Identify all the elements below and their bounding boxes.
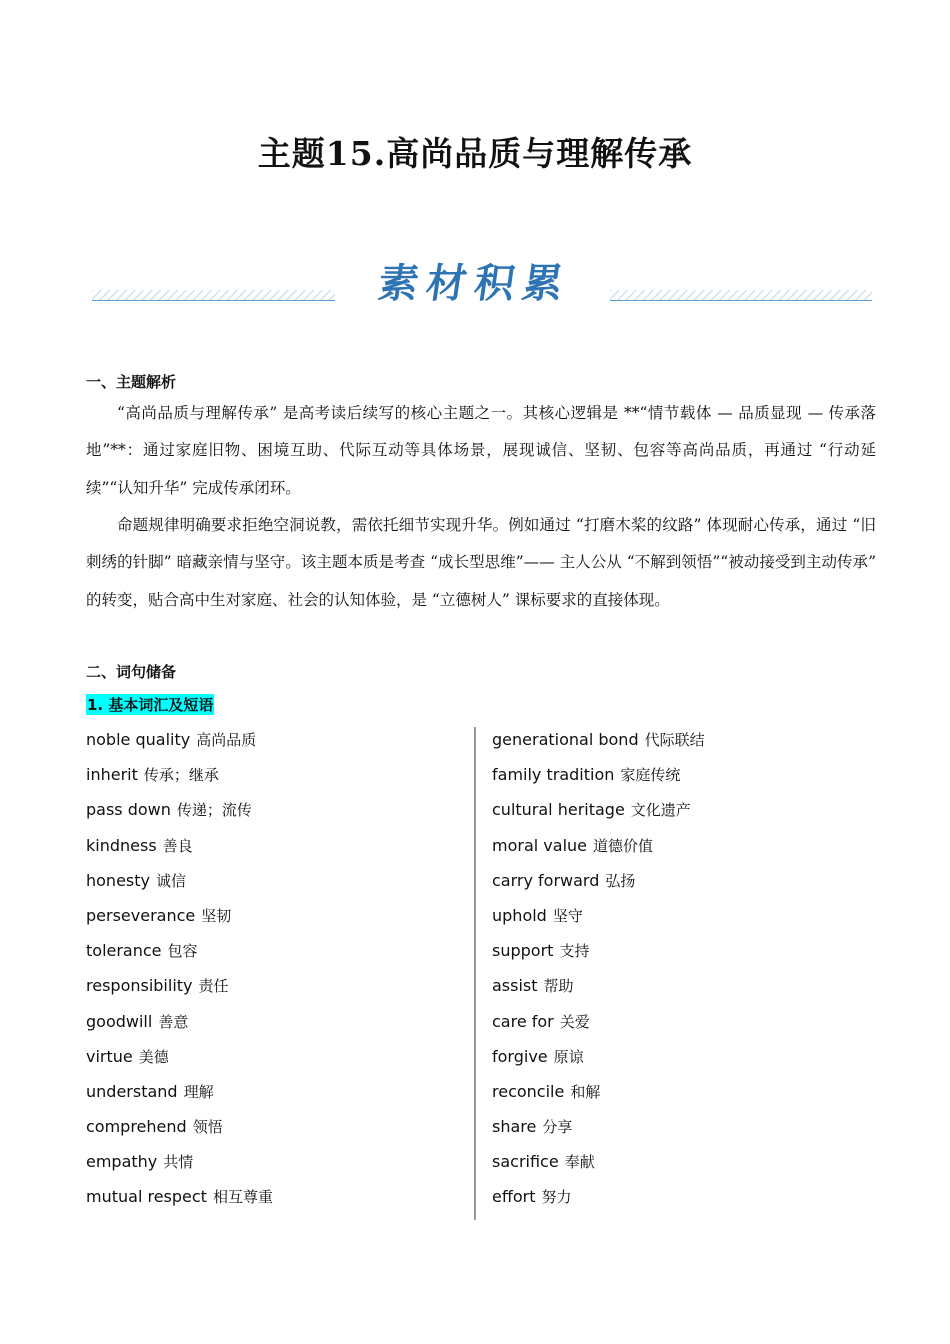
section-heading-vocab: 二、词句储备 (86, 663, 177, 681)
banner-title: 素材积累 (375, 260, 574, 307)
vocab-zh: 高尚品质 (196, 731, 257, 749)
analysis-paragraph-2: 命题规律明确要求拒绝空洞说教，需依托细节实现升华。例如通过 “打磨木桨的纹路” 体现耐心传承，通过 “旧刺绣的针脚” 暗藏亲情与坚守。该主题本质是考查 “成长型思维”—— 主人公从 “不解到领悟”“被动接受到主动传承” 的转变，贴合高中生对家庭、社会的认知体验，是 “立德树人” 课标要求的直接体现。 (86, 516, 876, 609)
vocab-zh: 分享 (542, 1118, 573, 1137)
vocab-en: empathy (86, 1152, 158, 1172)
vocab-en: noble quality (86, 730, 191, 749)
vocab-item (86, 868, 466, 903)
vocab-en: family tradition (492, 765, 615, 785)
vocab-zh: 文化遗产 (630, 801, 691, 820)
vocab-zh: 帮助 (543, 977, 574, 996)
vocab-zh: 传递；流传 (176, 801, 252, 820)
vocab-item (86, 1044, 466, 1079)
vocab-item (86, 903, 466, 938)
vocab-zh: 奉献 (564, 1153, 595, 1172)
vocab-item (492, 1044, 872, 1079)
vocab-item (492, 797, 872, 832)
vocab-item (492, 1149, 872, 1184)
vocab-en: effort (492, 1187, 536, 1207)
vocab-item (86, 1009, 466, 1044)
vocab-zh: 善良 (162, 836, 193, 855)
vocab-en: responsibility (86, 976, 193, 996)
vocab-item (492, 727, 872, 762)
vocab-zh: 理解 (183, 1082, 214, 1101)
vocab-item (86, 797, 466, 832)
vocab-zh: 支持 (559, 942, 590, 961)
vocab-zh: 包容 (167, 942, 198, 961)
vocab-item (492, 762, 872, 797)
vocab-zh: 关爱 (559, 1012, 590, 1031)
vocab-zh: 美德 (138, 1047, 169, 1066)
vocab-en: tolerance (86, 941, 162, 961)
vocab-item (492, 1009, 872, 1044)
vocab-item (492, 973, 872, 1008)
vocab-en: pass down (86, 800, 171, 820)
banner-rule-right (610, 290, 872, 301)
vocab-item (86, 973, 466, 1008)
vocab-item (86, 762, 466, 797)
vocab-en: uphold (492, 905, 547, 925)
vocab-en: mutual respect (86, 1187, 207, 1207)
document-title: 主题15.高尚品质与理解传承 (257, 134, 693, 173)
vocab-item (492, 1114, 872, 1149)
section-heading-analysis: 一、主题解析 (86, 373, 177, 391)
vocab-zh: 善意 (158, 1012, 189, 1031)
vocab-en: comprehend (86, 1117, 187, 1137)
vocab-en: support (492, 941, 554, 961)
vocab-en: cultural heritage (492, 800, 625, 820)
vocab-item (86, 1079, 466, 1114)
vocab-item (86, 1184, 466, 1219)
vocab-column-right (492, 727, 872, 1220)
vocab-item (492, 1079, 872, 1114)
vocab-zh: 诚信 (156, 871, 187, 890)
vocab-zh: 共情 (163, 1153, 194, 1172)
vocab-en: moral value (492, 835, 587, 855)
vocab-zh: 坚守 (552, 906, 583, 925)
vocab-en: inherit (86, 765, 138, 785)
vocab-item (86, 833, 466, 868)
vocab-subheading: 1. 基本词汇及短语 (87, 696, 214, 714)
vocab-item (86, 727, 466, 762)
vocab-item (492, 903, 872, 938)
vocab-item (492, 833, 872, 868)
vocab-en: share (492, 1117, 537, 1137)
vocab-item (492, 868, 872, 903)
vocab-en: reconcile (492, 1081, 565, 1101)
vocab-item (492, 1184, 872, 1219)
vocab-item (86, 938, 466, 973)
vocab-en: forgive (492, 1046, 548, 1066)
vocab-zh: 传承；继承 (143, 766, 219, 785)
column-divider (474, 727, 476, 1220)
vocab-en: care for (492, 1011, 554, 1031)
vocab-zh: 努力 (541, 1188, 572, 1207)
vocab-en: assist (492, 976, 538, 996)
vocab-en: kindness (86, 835, 157, 855)
vocab-zh: 和解 (570, 1082, 601, 1101)
vocab-en: sacrifice (492, 1152, 559, 1172)
vocab-en: carry forward (492, 870, 600, 890)
vocab-zh: 领悟 (192, 1118, 223, 1137)
vocab-zh: 责任 (198, 977, 229, 996)
vocab-en: perseverance (86, 905, 196, 925)
vocab-zh: 相互尊重 (212, 1188, 273, 1207)
vocab-en: generational bond (492, 730, 639, 749)
vocab-en: goodwill (86, 1011, 153, 1031)
vocab-en: honesty (86, 870, 150, 890)
banner-rule-left (92, 290, 335, 301)
vocab-zh: 弘扬 (605, 871, 636, 890)
vocab-zh: 家庭传统 (620, 766, 681, 785)
vocab-en: virtue (86, 1046, 133, 1066)
vocab-en: understand (86, 1081, 178, 1101)
vocab-item (492, 938, 872, 973)
vocab-zh: 原谅 (553, 1047, 584, 1066)
section-banner (90, 248, 872, 312)
vocab-zh: 坚韧 (201, 906, 232, 925)
vocab-column-left (86, 727, 466, 1220)
vocab-zh: 代际联结 (644, 731, 705, 749)
analysis-paragraph-1: “高尚品质与理解传承” 是高考读后续写的核心主题之一。其核心逻辑是 **“情节载体 — 品质显现 — 传承落地”**：通过家庭旧物、困境互助、代际互动等具体场景，展现诚信、坚韧、包容等高尚品质，再通过 “行动延续”“认知升华” 完成传承闭环。 (86, 404, 876, 497)
vocab-item (86, 1114, 466, 1149)
vocab-zh: 道德价值 (593, 836, 654, 855)
vocab-item (86, 1149, 466, 1184)
